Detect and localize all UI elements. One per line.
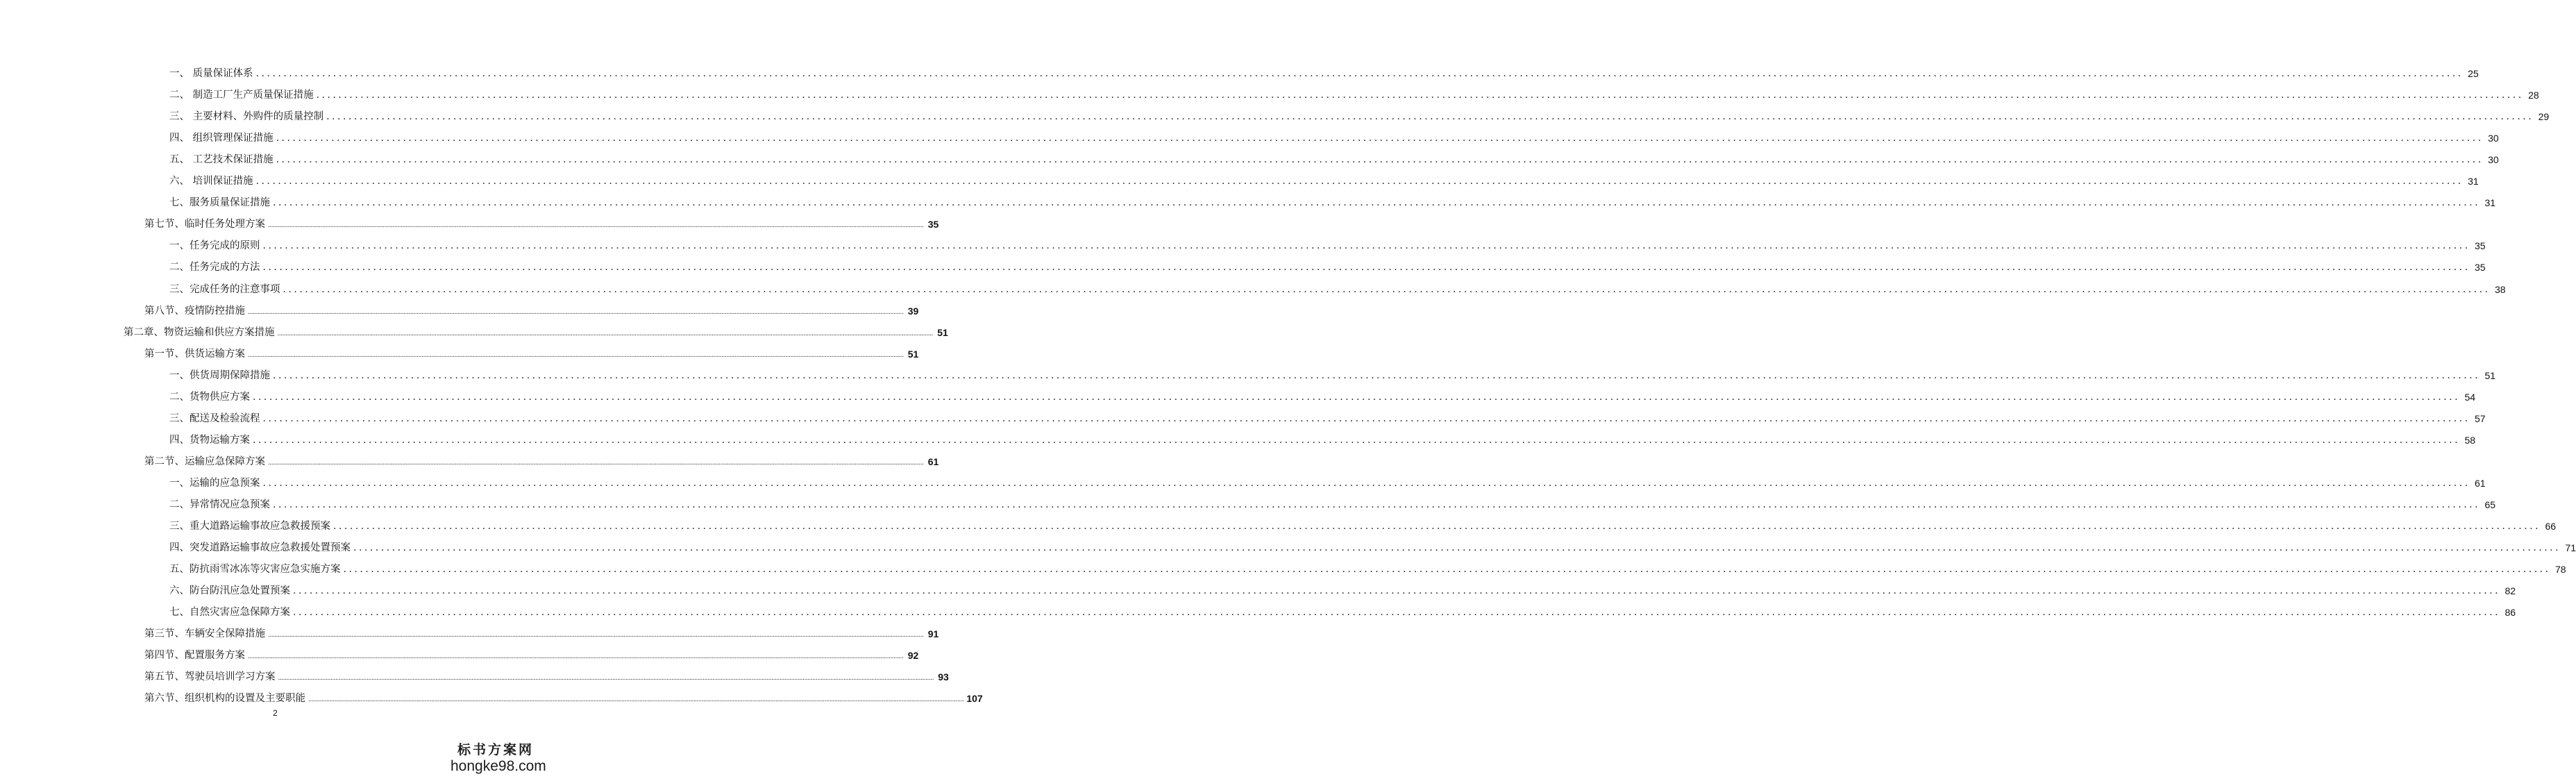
toc-entry-page: 30 xyxy=(2488,133,2499,144)
toc-entry-title: 六、 培训保证措施 xyxy=(169,176,253,187)
toc-dot-leader: ................................................................................................................................................................................................................................................................................................................................................................................................................ xyxy=(255,176,2464,187)
toc-entry-title: 二、异常情况应急预案 xyxy=(169,499,270,510)
toc-dot-leader: ................................................................................................................................................................................................................................................................................................................................................................................................................ xyxy=(262,412,2470,424)
toc-entry[interactable] xyxy=(169,174,2479,189)
toc-dot-leader: ................................................................................................................................................................................................................................................................................................................................................................................................................ xyxy=(283,283,2491,295)
toc-entry-page: 35 xyxy=(2475,262,2486,274)
toc-entry-page: 39 xyxy=(907,305,919,317)
toc-entry[interactable] xyxy=(144,691,983,706)
toc-entry-page: 38 xyxy=(2495,283,2506,295)
toc-entry[interactable] xyxy=(169,282,2506,297)
toc-entry-title: 三、完成任务的注意事项 xyxy=(169,283,280,295)
toc-entry-title: 第六节、组织机构的设置及主要职能 xyxy=(144,693,305,705)
toc-entry-title: 一、 质量保证体系 xyxy=(169,68,253,79)
toc-entry[interactable] xyxy=(169,238,2486,253)
toc-entry-title: 七、自然灾害应急保障方案 xyxy=(169,607,290,619)
toc-entry-page: 66 xyxy=(2545,521,2557,533)
toc-entry-page: 51 xyxy=(2484,369,2496,381)
toc-entry-title: 三、 主要材料、外购件的质量控制 xyxy=(169,111,324,123)
toc-entry[interactable] xyxy=(144,303,919,319)
toc-entry[interactable] xyxy=(124,325,948,340)
toc-dot-leader: ................................................................................................................................................................................................................................................................................................................................................................................................................ xyxy=(268,632,924,639)
toc-entry-page: 82 xyxy=(2505,585,2516,597)
toc-entry-title: 第二章、物资运输和供应方案措施 xyxy=(124,326,275,338)
toc-entry-title: 三、配送及检验流程 xyxy=(169,412,260,424)
page-number: 2 xyxy=(273,708,278,718)
toc-dot-leader: ................................................................................................................................................................................................................................................................................................................................................................................................................ xyxy=(262,262,2470,274)
toc-entry-page: 30 xyxy=(2488,154,2499,166)
toc-dot-leader: ................................................................................................................................................................................................................................................................................................................................................................................................................ xyxy=(353,542,2561,554)
toc-dot-leader: ................................................................................................................................................................................................................................................................................................................................................................................................................ xyxy=(248,308,904,316)
toc-dot-leader: ................................................................................................................................................................................................................................................................................................................................................................................................................ xyxy=(316,90,2524,101)
toc-dot-leader: ................................................................................................................................................................................................................................................................................................................................................................................................................ xyxy=(273,369,2481,381)
toc-entry-title: 三、重大道路运输事故应急救援预案 xyxy=(169,521,330,533)
toc-entry[interactable] xyxy=(144,669,949,685)
toc-dot-leader: ................................................................................................................................................................................................................................................................................................................................................................................................................ xyxy=(253,434,2461,446)
toc-entry[interactable] xyxy=(169,260,2486,275)
toc-entry-page: 51 xyxy=(937,326,948,338)
toc-dot-leader: ................................................................................................................................................................................................................................................................................................................................................................................................................ xyxy=(276,133,2484,144)
toc-entry-title: 第一节、供货运输方案 xyxy=(144,348,245,360)
toc-entry[interactable] xyxy=(169,583,2516,598)
toc-entry-page: 78 xyxy=(2555,564,2566,576)
toc-entry-page: 25 xyxy=(2468,68,2479,79)
toc-dot-leader: ................................................................................................................................................................................................................................................................................................................................................................................................................ xyxy=(248,351,904,359)
toc-dot-leader: ................................................................................................................................................................................................................................................................................................................................................................................................................ xyxy=(273,499,2481,510)
toc-entry-page: 31 xyxy=(2484,197,2496,209)
toc-entry-page: 35 xyxy=(927,219,939,231)
toc-entry-page: 65 xyxy=(2484,499,2496,510)
toc-entry-title: 第三节、车辆安全保障措施 xyxy=(144,628,265,640)
toc-entry-page: 51 xyxy=(907,348,919,360)
toc-entry-page: 57 xyxy=(2475,412,2486,424)
toc-entry-title: 六、防台防汛应急处置预案 xyxy=(169,585,290,597)
toc-entry-page: 54 xyxy=(2464,391,2476,403)
watermark-url-text: hongke98.com xyxy=(451,758,546,774)
toc-entry[interactable] xyxy=(169,605,2516,620)
toc-dot-leader: ................................................................................................................................................................................................................................................................................................................................................................................................................ xyxy=(248,653,904,661)
toc-dot-leader: ................................................................................................................................................................................................................................................................................................................................................................................................................ xyxy=(333,521,2541,533)
toc-entry[interactable] xyxy=(169,562,2566,577)
toc-entry-page: 58 xyxy=(2464,434,2476,446)
toc-entry[interactable] xyxy=(169,152,2499,167)
toc-entry[interactable] xyxy=(169,195,2496,210)
toc-entry-title: 第八节、疫情防控措施 xyxy=(144,305,245,317)
toc-entry-page: 107 xyxy=(966,693,983,705)
toc-entry[interactable] xyxy=(144,454,939,469)
toc-entry-page: 35 xyxy=(2475,240,2486,252)
toc-entry[interactable] xyxy=(169,66,2479,81)
toc-entry[interactable] xyxy=(169,87,2539,103)
toc-dot-leader: ................................................................................................................................................................................................................................................................................................................................................................................................................ xyxy=(278,675,934,682)
toc-entry-title: 四、货物运输方案 xyxy=(169,434,250,446)
toc-dot-leader: ................................................................................................................................................................................................................................................................................................................................................................................................................ xyxy=(326,111,2534,123)
toc-entry[interactable] xyxy=(169,411,2486,426)
toc-entry-title: 四、突发道路运输事故应急救援处置预案 xyxy=(169,542,351,554)
toc-entry-title: 四、 组织管理保证措施 xyxy=(169,133,273,144)
toc-dot-leader: ................................................................................................................................................................................................................................................................................................................................................................................................................ xyxy=(293,585,2501,597)
toc-entry-title: 一、运输的应急预案 xyxy=(169,477,260,489)
toc-entry-title: 第二节、运输应急保障方案 xyxy=(144,455,265,467)
toc-entry-page: 28 xyxy=(2528,90,2539,101)
toc-entry-title: 二、 制造工厂生产质量保证措施 xyxy=(169,90,314,101)
toc-entry-title: 五、防抗雨雪冰冻等灾害应急实施方案 xyxy=(169,564,341,576)
toc-entry[interactable] xyxy=(169,497,2496,512)
toc-dot-leader: ................................................................................................................................................................................................................................................................................................................................................................................................................ xyxy=(262,477,2470,489)
toc-entry-page: 61 xyxy=(2475,477,2486,489)
toc-entry-title: 七、服务质量保证措施 xyxy=(169,197,270,209)
toc-entry[interactable] xyxy=(144,626,939,642)
toc-entry-title: 二、货物供应方案 xyxy=(169,391,250,403)
toc-entry[interactable] xyxy=(169,519,2557,534)
toc-entry-title: 五、 工艺技术保证措施 xyxy=(169,154,273,166)
toc-entry-title: 第四节、配置服务方案 xyxy=(144,650,245,662)
toc-entry[interactable] xyxy=(144,346,919,362)
toc-entry[interactable] xyxy=(169,540,2576,555)
toc-entry[interactable] xyxy=(144,648,919,663)
toc-dot-leader: ................................................................................................................................................................................................................................................................................................................................................................................................................ xyxy=(277,330,933,337)
toc-dot-leader: ................................................................................................................................................................................................................................................................................................................................................................................................................ xyxy=(293,607,2501,619)
toc-entry[interactable] xyxy=(144,217,939,232)
toc-entry-page: 61 xyxy=(927,455,939,467)
toc-entry[interactable] xyxy=(169,476,2486,491)
toc-entry[interactable] xyxy=(169,368,2496,383)
toc-dot-leader: ................................................................................................................................................................................................................................................................................................................................................................................................................ xyxy=(253,391,2461,403)
toc-entry-page: 71 xyxy=(2565,542,2576,554)
toc-entry-page: 92 xyxy=(907,650,919,662)
toc-entry[interactable] xyxy=(169,131,2499,146)
toc-entry-page: 29 xyxy=(2538,111,2550,123)
toc-entry[interactable] xyxy=(169,109,2550,124)
toc-dot-leader: ................................................................................................................................................................................................................................................................................................................................................................................................................ xyxy=(308,696,964,704)
toc-entry-page: 93 xyxy=(938,671,949,683)
toc-entry-page: 91 xyxy=(927,628,939,640)
toc-entry-title: 一、供货周期保障措施 xyxy=(169,369,270,381)
watermark-logo xyxy=(451,742,546,775)
toc-entry-title: 第五节、驾驶员培训学习方案 xyxy=(144,671,276,683)
toc-entry-page: 31 xyxy=(2468,176,2479,187)
toc-entry-title: 二、任务完成的方法 xyxy=(169,262,260,274)
toc-entry-page: 86 xyxy=(2505,607,2516,619)
toc-dot-leader: ................................................................................................................................................................................................................................................................................................................................................................................................................ xyxy=(255,68,2464,79)
toc-entry-title: 第七节、临时任务处理方案 xyxy=(144,219,265,231)
watermark-cn-text: 标书方案网 xyxy=(457,742,534,757)
toc-dot-leader: ................................................................................................................................................................................................................................................................................................................................................................................................................ xyxy=(262,240,2470,252)
toc-entry[interactable] xyxy=(169,433,2476,448)
toc-dot-leader: ................................................................................................................................................................................................................................................................................................................................................................................................................ xyxy=(276,154,2484,166)
toc-dot-leader: ................................................................................................................................................................................................................................................................................................................................................................................................................ xyxy=(273,197,2481,209)
toc-dot-leader: ................................................................................................................................................................................................................................................................................................................................................................................................................ xyxy=(343,564,2551,576)
toc-dot-leader: ................................................................................................................................................................................................................................................................................................................................................................................................................ xyxy=(268,459,924,467)
toc-dot-leader: ................................................................................................................................................................................................................................................................................................................................................................................................................ xyxy=(268,222,924,230)
toc-entry-title: 一、任务完成的原则 xyxy=(169,240,260,252)
toc-entry[interactable] xyxy=(169,390,2476,405)
